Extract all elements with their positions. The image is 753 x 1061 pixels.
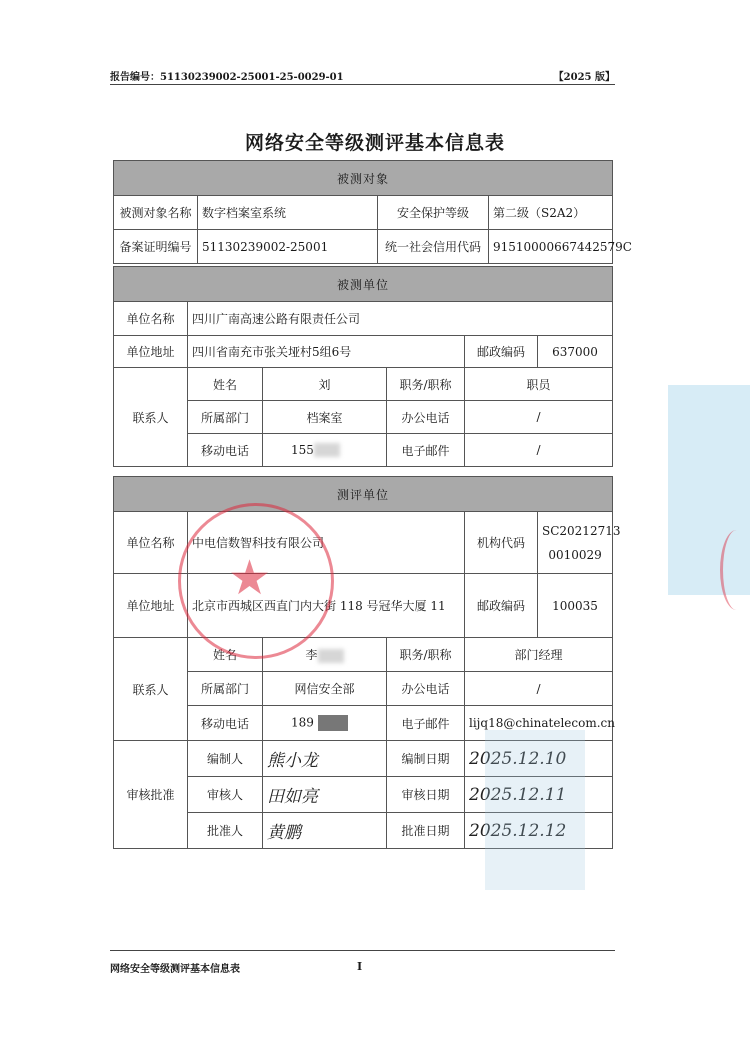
unit-addr: 四川省南充市张关垭村5组6号 bbox=[188, 336, 465, 368]
eval-code-line1: SC20212713 bbox=[542, 523, 621, 538]
eval-dept: 网信安全部 bbox=[263, 672, 387, 706]
eval-contact-label: 联系人 bbox=[114, 638, 188, 741]
eval-code-cell bbox=[538, 512, 621, 574]
reviewer-label: 审核人 bbox=[188, 777, 263, 813]
redaction-blur bbox=[314, 443, 340, 457]
credit-value: 91510000667442579C bbox=[489, 230, 613, 264]
record-label: 备案证明编号 bbox=[114, 230, 198, 264]
unit-office: / bbox=[465, 401, 613, 434]
footer-rule bbox=[110, 950, 615, 951]
eval-title: 部门经理 bbox=[465, 638, 613, 672]
approval-label: 审核批准 bbox=[114, 741, 188, 849]
version-label: 【2025 版】 bbox=[553, 72, 615, 83]
object-table bbox=[113, 160, 632, 264]
object-section-heading: 被测对象 bbox=[114, 161, 613, 196]
eval-zip-label: 邮政编码 bbox=[465, 574, 538, 638]
compile-date: 2025.12.10 bbox=[465, 741, 613, 777]
unit-dept-label: 所属部门 bbox=[188, 401, 263, 434]
unit-name-label: 单位名称 bbox=[114, 302, 188, 336]
unit-dept: 档案室 bbox=[263, 401, 387, 434]
unit-zip: 637000 bbox=[538, 336, 613, 368]
reviewer-signature: 田如亮 bbox=[263, 777, 387, 813]
page-title: 网络安全等级测评基本信息表 bbox=[244, 132, 505, 154]
unit-person-name-label: 姓名 bbox=[188, 368, 263, 401]
eval-mobile-label: 移动电话 bbox=[188, 706, 263, 741]
eval-section-heading: 测评单位 bbox=[114, 477, 613, 512]
review-date-label: 审核日期 bbox=[387, 777, 465, 813]
level-value: 第二级（S2A2） bbox=[489, 196, 613, 230]
eval-addr-label: 单位地址 bbox=[114, 574, 188, 638]
eval-code-line2: 0010029 bbox=[548, 547, 602, 562]
review-date: 2025.12.11 bbox=[465, 777, 613, 813]
footer-title: 网络安全等级测评基本信息表 bbox=[110, 964, 240, 975]
compiler-label: 编制人 bbox=[188, 741, 263, 777]
unit-mobile-cell bbox=[263, 434, 387, 467]
eval-name: 中电信数智科技有限公司 bbox=[188, 512, 465, 574]
unit-addr-label: 单位地址 bbox=[114, 336, 188, 368]
unit-mobile-label: 移动电话 bbox=[188, 434, 263, 467]
record-value: 51130239002-25001 bbox=[198, 230, 378, 264]
approver-label: 批准人 bbox=[188, 813, 263, 849]
eval-table bbox=[113, 476, 621, 849]
unit-table bbox=[113, 266, 613, 467]
header-rule bbox=[110, 84, 615, 85]
unit-contact-label: 联系人 bbox=[114, 368, 188, 467]
eval-name-label: 单位名称 bbox=[114, 512, 188, 574]
eval-person-name: 李 bbox=[305, 648, 318, 662]
seal-star-icon: ★ bbox=[228, 550, 272, 606]
blue-watermark-stamp bbox=[668, 385, 750, 595]
eval-zip: 100035 bbox=[538, 574, 613, 638]
approve-date: 2025.12.12 bbox=[465, 813, 613, 849]
approve-date-label: 批准日期 bbox=[387, 813, 465, 849]
eval-mobile-cell bbox=[263, 706, 387, 741]
unit-name: 四川广南高速公路有限责任公司 bbox=[188, 302, 613, 336]
edge-red-stamp bbox=[720, 530, 753, 610]
eval-email-label: 电子邮件 bbox=[387, 706, 465, 741]
report-number: 报告编号：51130239002-25001-25-0029-01 bbox=[110, 72, 344, 83]
eval-office-label: 办公电话 bbox=[387, 672, 465, 706]
compile-date-label: 编制日期 bbox=[387, 741, 465, 777]
eval-code-label: 机构代码 bbox=[465, 512, 538, 574]
unit-email-label: 电子邮件 bbox=[387, 434, 465, 467]
level-label: 安全保护等级 bbox=[378, 196, 489, 230]
eval-dept-label: 所属部门 bbox=[188, 672, 263, 706]
compiler-signature: 熊小龙 bbox=[263, 741, 387, 777]
unit-section-heading: 被测单位 bbox=[114, 267, 613, 302]
redaction-blur bbox=[318, 649, 344, 663]
unit-mobile: 155 bbox=[291, 442, 314, 457]
unit-title: 职员 bbox=[465, 368, 613, 401]
eval-person-name-label: 姓名 bbox=[188, 638, 263, 672]
page-header bbox=[110, 68, 615, 82]
credit-label: 统一社会信用代码 bbox=[378, 230, 489, 264]
eval-title-label: 职务/职称 bbox=[387, 638, 465, 672]
eval-office: / bbox=[465, 672, 613, 706]
object-name-label: 被测对象名称 bbox=[114, 196, 198, 230]
unit-title-label: 职务/职称 bbox=[387, 368, 465, 401]
eval-person-name-cell bbox=[263, 638, 387, 672]
unit-person-name: 刘 bbox=[263, 368, 387, 401]
unit-zip-label: 邮政编码 bbox=[465, 336, 538, 368]
eval-mobile: 189 bbox=[291, 715, 314, 730]
redaction-block bbox=[318, 715, 348, 731]
eval-email: lijq18@chinatelecom.cn bbox=[465, 706, 613, 741]
approver-signature: 黄鹏 bbox=[263, 813, 387, 849]
unit-office-label: 办公电话 bbox=[387, 401, 465, 434]
page-number: I bbox=[357, 960, 363, 973]
unit-email: / bbox=[465, 434, 613, 467]
object-name: 数字档案室系统 bbox=[198, 196, 378, 230]
eval-addr: 北京市西城区西直门内大街 118 号冠华大厦 11 bbox=[188, 574, 465, 638]
